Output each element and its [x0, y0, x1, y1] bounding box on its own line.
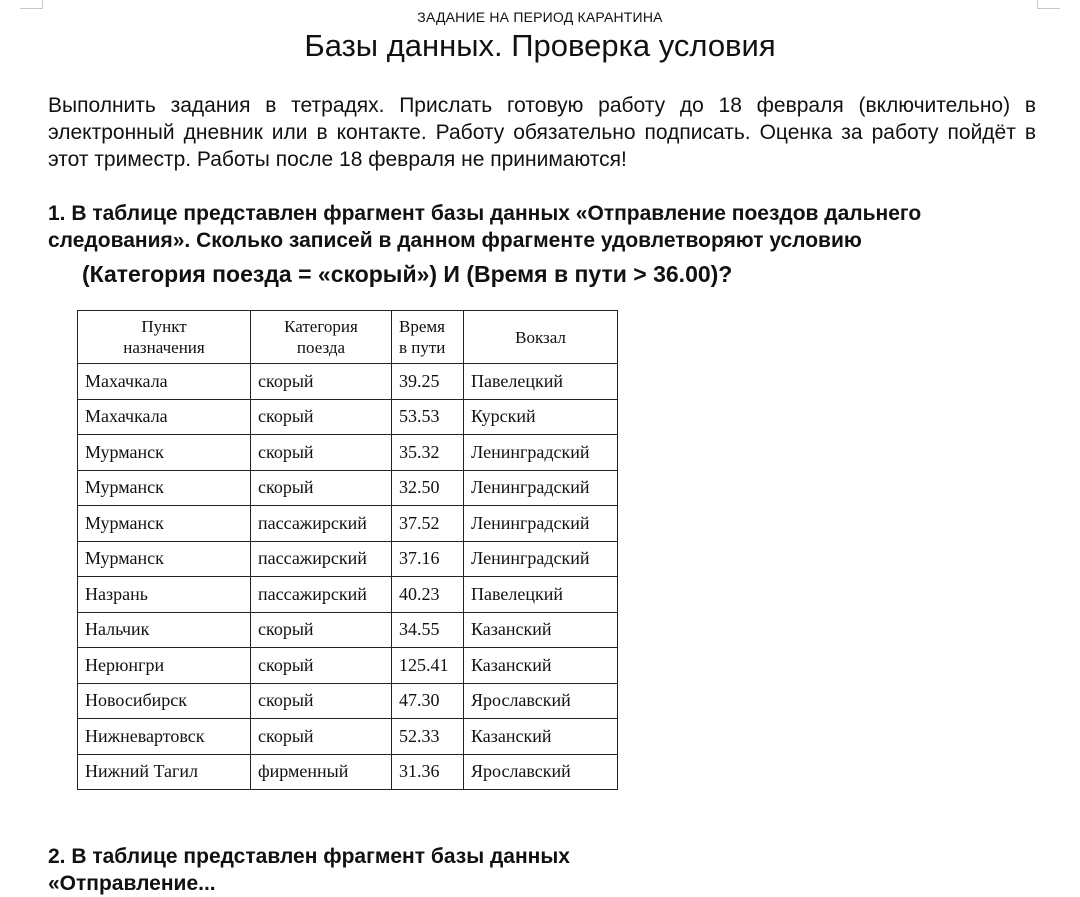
- table-row: [78, 754, 618, 790]
- cell-station: Ярославский: [464, 754, 618, 790]
- cell-time: 32.50: [392, 470, 464, 506]
- cell-station: Ярославский: [464, 683, 618, 719]
- cell-time: 34.55: [392, 612, 464, 648]
- table-row: [78, 683, 618, 719]
- table-body: [78, 364, 618, 790]
- table-row: [78, 435, 618, 471]
- cell-time: 52.33: [392, 719, 464, 755]
- table-row: [78, 470, 618, 506]
- cell-station: Курский: [464, 399, 618, 435]
- cell-destination: Мурманск: [78, 541, 251, 577]
- header-category-line1: Категория: [284, 317, 358, 336]
- header-station-line1: Вокзал: [515, 327, 566, 347]
- header-station: [464, 311, 618, 364]
- header-destination-line2: назначения: [123, 338, 205, 357]
- cell-station: Ленинградский: [464, 541, 618, 577]
- cell-station: Казанский: [464, 648, 618, 684]
- next-task-cut-off: [48, 843, 608, 895]
- cell-category: скорый: [251, 399, 392, 435]
- cell-station: Павелецкий: [464, 577, 618, 613]
- cell-station: Ленинградский: [464, 435, 618, 471]
- cell-category: скорый: [251, 470, 392, 506]
- header-destination-line1: Пункт: [141, 317, 187, 336]
- cell-destination: Нерюнгри: [78, 648, 251, 684]
- document-subtitle: ЗАДАНИЕ НА ПЕРИОД КАРАНТИНА: [417, 9, 663, 25]
- cell-time: 35.32: [392, 435, 464, 471]
- header-category: [251, 311, 392, 364]
- cell-category: скорый: [251, 435, 392, 471]
- cell-category: скорый: [251, 683, 392, 719]
- page-corner-mark-right: [1037, 0, 1060, 9]
- cell-station: Ленинградский: [464, 470, 618, 506]
- header-destination: [78, 311, 251, 364]
- table-row: [78, 364, 618, 400]
- cell-category: скорый: [251, 719, 392, 755]
- cell-time: 39.25: [392, 364, 464, 400]
- cell-category: пассажирский: [251, 577, 392, 613]
- cell-time: 37.52: [392, 506, 464, 542]
- cell-category: скорый: [251, 648, 392, 684]
- trains-table: [77, 310, 618, 790]
- task-1-question: 1. В таблице представлен фрагмент базы данных «Отправление поездов дальнего следования». Сколько записей в данном фрагменте удовлетворяют условию: [48, 202, 922, 252]
- cell-destination: Махачкала: [78, 399, 251, 435]
- table-row: [78, 612, 618, 648]
- cell-category: пассажирский: [251, 541, 392, 577]
- cell-destination: Махачкала: [78, 364, 251, 400]
- cell-destination: Нижневартовск: [78, 719, 251, 755]
- cell-time: 37.16: [392, 541, 464, 577]
- table-row: [78, 399, 618, 435]
- cell-station: Казанский: [464, 719, 618, 755]
- table-row: [78, 648, 618, 684]
- cell-time: 31.36: [392, 754, 464, 790]
- table-row: [78, 719, 618, 755]
- cell-station: Ленинградский: [464, 506, 618, 542]
- cell-time: 40.23: [392, 577, 464, 613]
- page-corner-mark-left: [20, 0, 43, 9]
- table-header-row: [78, 311, 618, 364]
- header-time: [392, 311, 464, 364]
- cell-station: Павелецкий: [464, 364, 618, 400]
- cell-time: 125.41: [392, 648, 464, 684]
- table-row: [78, 577, 618, 613]
- cell-destination: Мурманск: [78, 470, 251, 506]
- cell-category: скорый: [251, 364, 392, 400]
- header-category-line2: поезда: [296, 338, 346, 357]
- cell-destination: Мурманск: [78, 506, 251, 542]
- cell-destination: Нальчик: [78, 612, 251, 648]
- cell-destination: Мурманск: [78, 435, 251, 471]
- cell-destination: Нижний Тагил: [78, 754, 251, 790]
- cell-category: скорый: [251, 612, 392, 648]
- cell-destination: Новосибирск: [78, 683, 251, 719]
- cell-destination: Назрань: [78, 577, 251, 613]
- table-row: [78, 506, 618, 542]
- header-time-line2: в пути: [399, 338, 446, 357]
- instructions-paragraph: Выполнить задания в тетрадях. Прислать готовую работу до 18 февраля (включительно) в электронный дневник или в контакте. Работу обязательно подписать. Оценка за работу пойдёт в этот триместр. Работы после 18 февраля не принимаются!: [48, 94, 1036, 171]
- cell-time: 53.53: [392, 399, 464, 435]
- cell-station: Казанский: [464, 612, 618, 648]
- cell-category: фирменный: [251, 754, 392, 790]
- document-title: Базы данных. Проверка условия: [304, 28, 776, 63]
- next-task-text: 2. В таблице представлен фрагмент базы данных «Отправление...: [48, 845, 570, 895]
- cell-category: пассажирский: [251, 506, 392, 542]
- cell-time: 47.30: [392, 683, 464, 719]
- table-row: [78, 541, 618, 577]
- header-time-line1: Время: [399, 317, 445, 336]
- task-1-condition: (Категория поезда = «скорый») И (Время в пути > 36.00)?: [82, 261, 733, 287]
